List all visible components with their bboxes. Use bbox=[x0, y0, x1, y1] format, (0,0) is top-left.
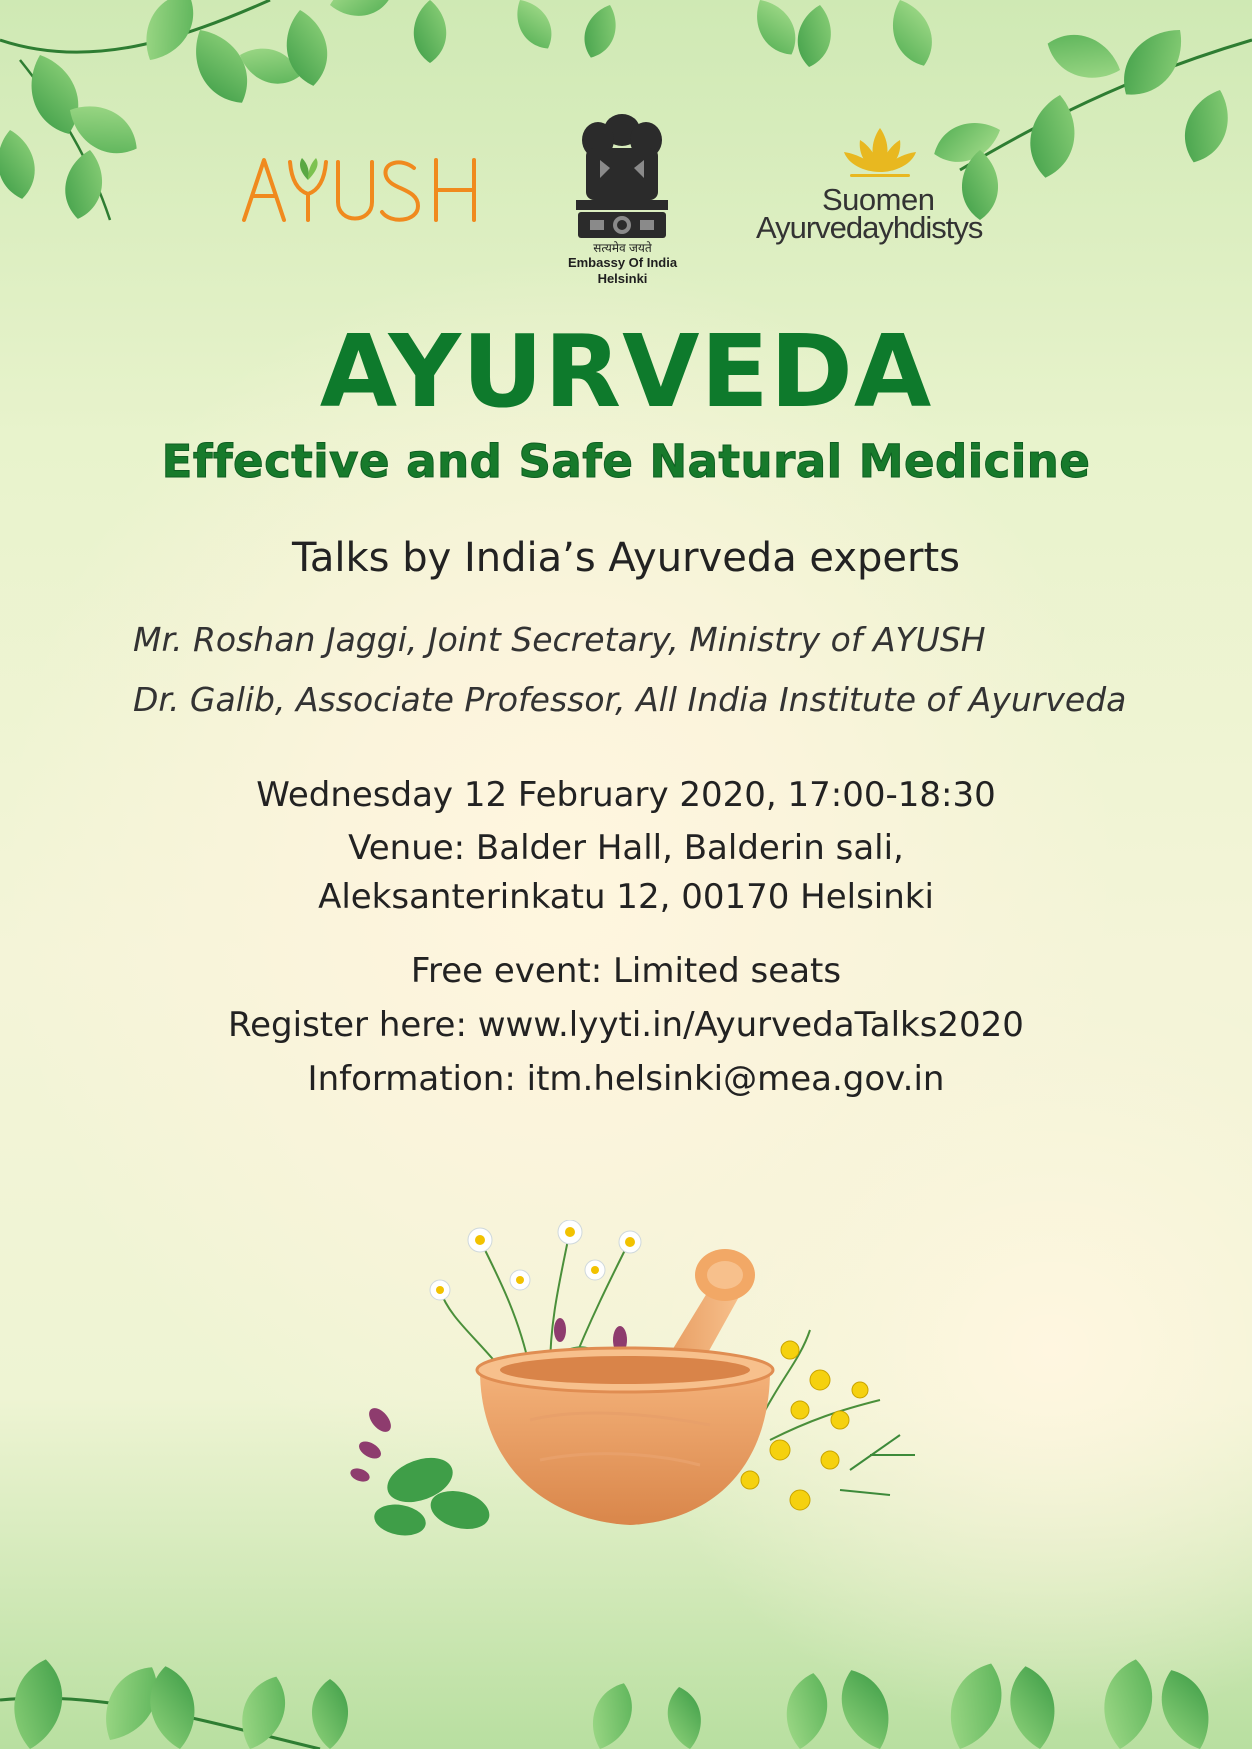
speaker-item: Dr. Galib, Associate Professor, All India Institute of Ayurveda bbox=[133, 680, 1127, 719]
embassy-caption bbox=[540, 241, 705, 286]
speaker-item: Mr. Roshan Jaggi, Joint Secretary, Ministry of AYUSH bbox=[133, 620, 986, 659]
page-title: AYURVEDA bbox=[319, 313, 933, 430]
embassy-name: Embassy Of India bbox=[567, 255, 678, 270]
emblem-motto: सत्यमेव जयते bbox=[593, 241, 652, 255]
free-event-note: Free event: Limited seats bbox=[410, 951, 842, 991]
suomen-text: Suomen bbox=[822, 182, 935, 217]
page-subtitle: Effective and Safe Natural Medicine bbox=[161, 435, 1091, 488]
lotus-icon bbox=[840, 124, 920, 180]
ayurvedayhdistys-text: Ayurvedayhdistys bbox=[756, 210, 983, 245]
mortar-pestle-herbs-icon bbox=[330, 1220, 920, 1540]
event-address: Aleksanterinkatu 12, 00170 Helsinki bbox=[318, 877, 934, 917]
contact-email[interactable]: Information: itm.helsinki@mea.gov.in bbox=[307, 1059, 945, 1099]
ayush-logo bbox=[242, 150, 502, 230]
talks-heading: Talks by India’s Ayurveda experts bbox=[292, 535, 960, 581]
register-link[interactable]: Register here: www.lyyti.in/AyurvedaTalks2020 bbox=[228, 1005, 1024, 1045]
embassy-city: Helsinki bbox=[597, 271, 648, 286]
event-datetime: Wednesday 12 February 2020, 17:00-18:30 bbox=[256, 775, 996, 815]
event-venue: Venue: Balder Hall, Balderin sali, bbox=[348, 828, 904, 868]
suomen-ayurvedayhdistys-logo bbox=[752, 124, 1017, 254]
